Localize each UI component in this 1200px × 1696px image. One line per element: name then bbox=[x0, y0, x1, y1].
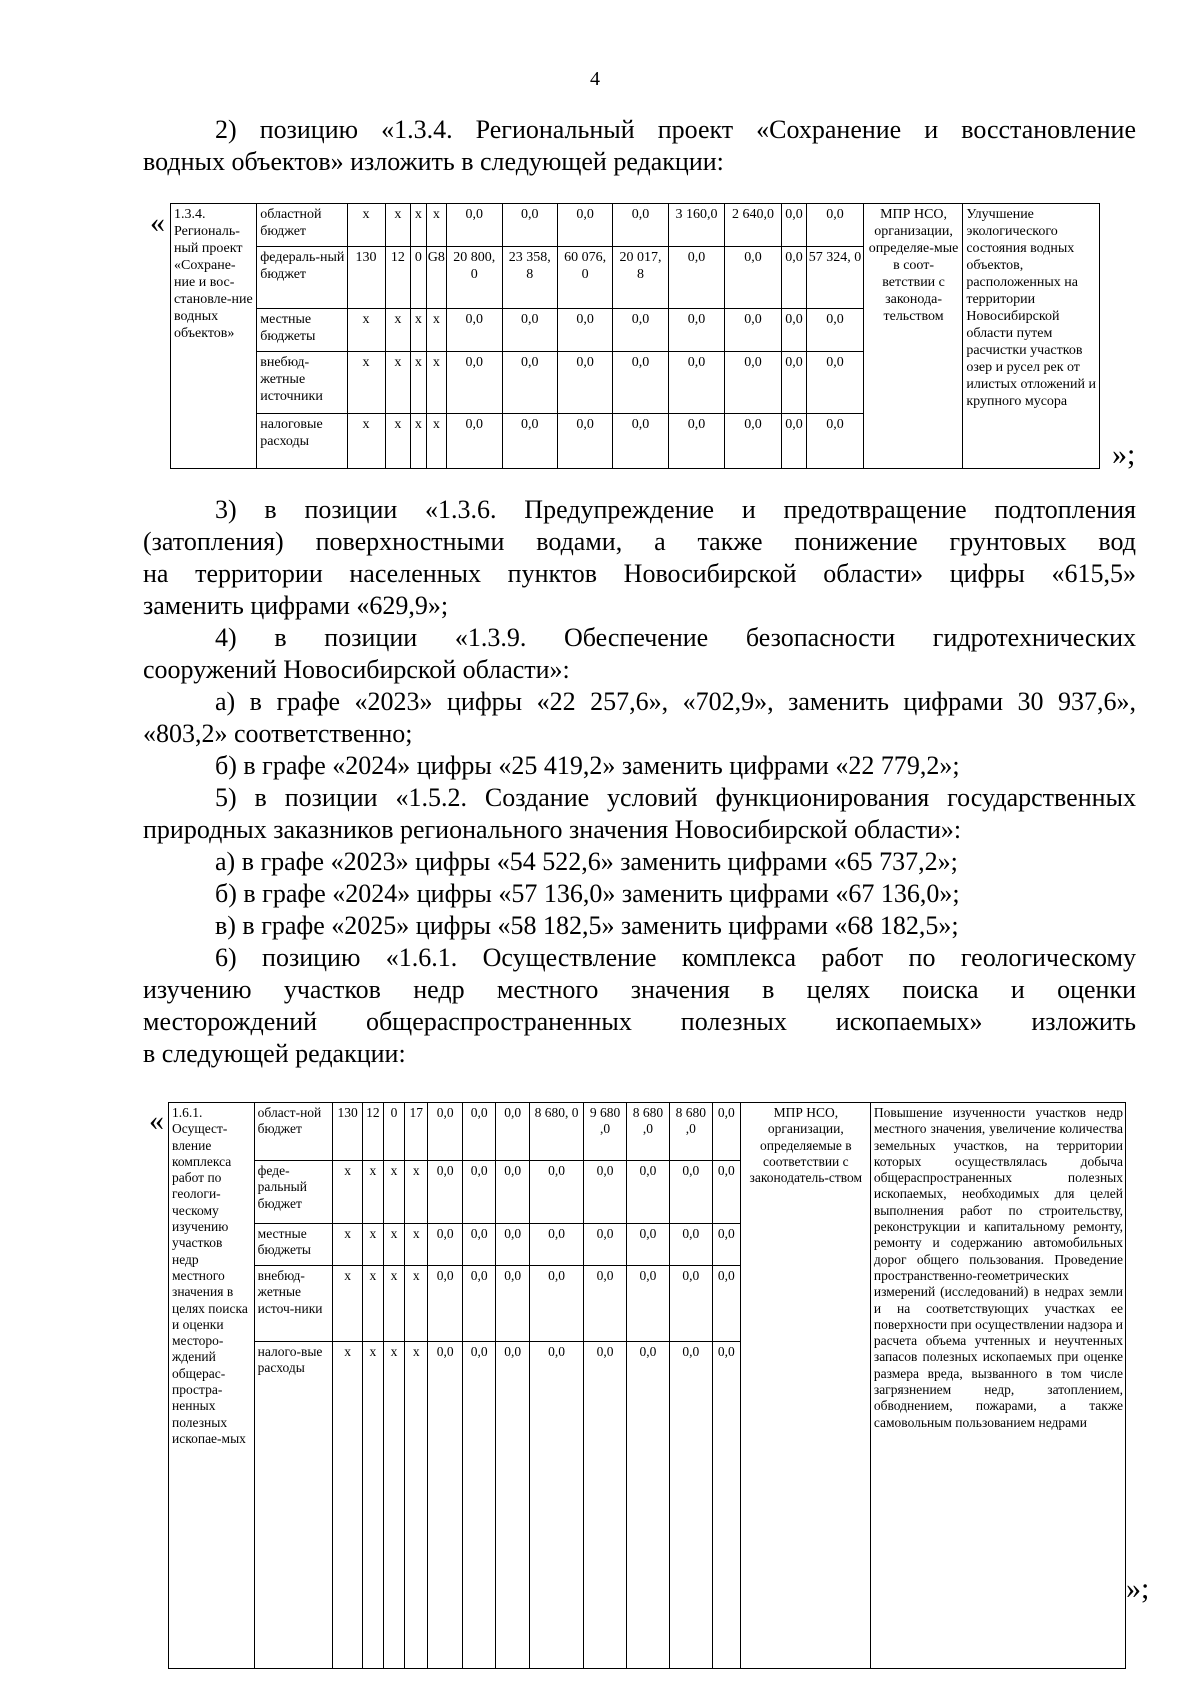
paragraph-4-b: б) в графе «2024» цифры «25 419,2» заменить цифрами «22 779,2»; bbox=[215, 751, 960, 780]
paragraph-5-b: б) в графе «2024» цифры «57 136,0» заменить цифрами «67 136,0»; bbox=[215, 879, 960, 908]
table-cell: 9 680 ,0 bbox=[583, 1103, 626, 1161]
table-cell: 0,0 bbox=[502, 309, 557, 352]
table-cell: 0,0 bbox=[712, 1161, 740, 1224]
table-cell: 0,0 bbox=[496, 1266, 530, 1342]
table-cell: х bbox=[333, 1342, 363, 1669]
table-cell: х bbox=[347, 414, 385, 469]
table-cell: областной бюджет bbox=[257, 204, 347, 247]
table-cell: 0,0 bbox=[463, 1224, 496, 1266]
table-cell: 0,0 bbox=[583, 1266, 626, 1342]
table-cell: 0,0 bbox=[669, 1224, 712, 1266]
table-cell: х bbox=[405, 1161, 428, 1224]
table-cell: х bbox=[333, 1224, 363, 1266]
table-2 bbox=[168, 1102, 1126, 1669]
page-number: 4 bbox=[590, 68, 600, 90]
table-cell: 3 160,0 bbox=[668, 204, 724, 247]
table-cell: х bbox=[426, 414, 447, 469]
table-cell: 8 680 ,0 bbox=[627, 1103, 669, 1161]
table-cell: 0,0 bbox=[613, 352, 668, 414]
paragraph-5-a: а) в графе «2023» цифры «54 522,6» заменить цифрами «65 737,2»; bbox=[215, 847, 958, 876]
table-cell: х bbox=[385, 309, 411, 352]
table-cell: х bbox=[347, 352, 385, 414]
table-cell: 0,0 bbox=[530, 1224, 584, 1266]
table-cell: 0,0 bbox=[781, 247, 807, 309]
table-cell: G8 bbox=[426, 247, 447, 309]
table-cell: 0,0 bbox=[627, 1342, 669, 1669]
table-cell: 0,0 bbox=[668, 309, 724, 352]
table-cell: х bbox=[426, 309, 447, 352]
table-cell: местные бюджеты bbox=[257, 309, 347, 352]
table-cell: 0,0 bbox=[447, 309, 502, 352]
table-1-close-quote: »; bbox=[1112, 438, 1136, 471]
paragraph-5-line-2: природных заказников регионального значения Новосибирской области»: bbox=[143, 815, 962, 844]
table-cell: 0,0 bbox=[496, 1161, 530, 1224]
table-cell: внебюд-жетные источ-ники bbox=[254, 1266, 332, 1342]
paragraph-6-line-4: в следующей редакции: bbox=[143, 1039, 406, 1068]
table-row bbox=[169, 1103, 1126, 1161]
table-cell: 0,0 bbox=[712, 1342, 740, 1669]
table-2-name-cell: 1.6.1. Осущест-вление комплекса работ по геологи-ческому изучению участков недр местного значения в целях поиска и оценки месторо-ждений общерас-простра-ненных полезных ископае-мых bbox=[169, 1103, 255, 1669]
table-cell: х bbox=[411, 414, 426, 469]
table-cell: 0,0 bbox=[447, 414, 502, 469]
paragraph-3-line-3: на территории населенных пунктов Новосибирской области» цифры «615,5» bbox=[143, 559, 1136, 588]
table-cell: 0,0 bbox=[613, 204, 668, 247]
table-cell: х bbox=[411, 309, 426, 352]
table-cell: х bbox=[363, 1342, 384, 1669]
table-cell: х bbox=[426, 204, 447, 247]
table-cell: х bbox=[411, 352, 426, 414]
table-cell: х bbox=[347, 204, 385, 247]
table-cell: налоговые расходы bbox=[257, 414, 347, 469]
table-cell: 0,0 bbox=[557, 414, 612, 469]
table-cell: 0,0 bbox=[502, 414, 557, 469]
table-cell: 60 076, 0 bbox=[557, 247, 612, 309]
paragraph-3-line-2: (затопления) поверхностными водами, а также понижение грунтовых вод bbox=[143, 527, 1136, 556]
table-cell: 0,0 bbox=[463, 1342, 496, 1669]
table-cell: 20 017, 8 bbox=[613, 247, 668, 309]
table-cell: федераль-ный бюджет bbox=[257, 247, 347, 309]
paragraph-3-line-1: 3) в позиции «1.3.6. Предупреждение и предотвращение подтопления bbox=[215, 495, 1136, 524]
table-cell: 0,0 bbox=[781, 309, 807, 352]
table-cell: 8 680 ,0 bbox=[669, 1103, 712, 1161]
table-cell: феде-ральный бюджет bbox=[254, 1161, 332, 1224]
table-cell: х bbox=[385, 204, 411, 247]
table-cell: 0,0 bbox=[496, 1342, 530, 1669]
table-cell: 0,0 bbox=[502, 352, 557, 414]
table-cell: внебюд-жетные источники bbox=[257, 352, 347, 414]
table-cell: 0,0 bbox=[627, 1266, 669, 1342]
table-cell: 0,0 bbox=[496, 1224, 530, 1266]
table-cell: 0,0 bbox=[712, 1103, 740, 1161]
table-cell: 0,0 bbox=[428, 1103, 463, 1161]
table-cell: 0,0 bbox=[668, 247, 724, 309]
table-cell: х bbox=[383, 1266, 405, 1342]
table-cell: 0,0 bbox=[807, 204, 863, 247]
table-cell: 0,0 bbox=[669, 1161, 712, 1224]
paragraph-2 bbox=[143, 114, 1136, 178]
table-1-name-cell: 1.3.4. Региональ-ный проект «Сохране-ние и вос-становле-ние водных объектов» bbox=[171, 204, 257, 469]
table-cell: 0,0 bbox=[669, 1266, 712, 1342]
table-cell: 20 800, 0 bbox=[447, 247, 502, 309]
paragraph-6-line-3: месторождений общераспространенных полезных ископаемых» изложить bbox=[143, 1007, 1136, 1036]
paragraph-6 bbox=[143, 942, 1136, 1070]
table-cell: 23 358, 8 bbox=[502, 247, 557, 309]
table-cell: 0,0 bbox=[583, 1161, 626, 1224]
table-1 bbox=[170, 203, 1100, 469]
table-cell: 0,0 bbox=[530, 1266, 584, 1342]
table-cell: 0,0 bbox=[712, 1266, 740, 1342]
paragraph-4-a-line-2: «803,2» соответственно; bbox=[143, 719, 413, 748]
paragraph-3 bbox=[143, 494, 1136, 622]
table-cell: 0,0 bbox=[725, 414, 781, 469]
table-cell: 0,0 bbox=[447, 204, 502, 247]
table-cell: 0,0 bbox=[557, 204, 612, 247]
table-cell: 130 bbox=[333, 1103, 363, 1161]
table-1-responsible-cell: МПР НСО, организации, определяе-мые в соот-ветствии с законода-тельством bbox=[863, 204, 963, 469]
table-cell: х bbox=[363, 1266, 384, 1342]
table-cell: 0,0 bbox=[613, 309, 668, 352]
paragraph-5 bbox=[143, 782, 1136, 942]
table-cell: 0,0 bbox=[627, 1224, 669, 1266]
table-cell: 0,0 bbox=[530, 1161, 584, 1224]
table-cell: 0,0 bbox=[496, 1103, 530, 1161]
table-cell: 0,0 bbox=[807, 414, 863, 469]
table-cell: х bbox=[363, 1224, 384, 1266]
table-cell: 0,0 bbox=[807, 309, 863, 352]
table-cell: 0,0 bbox=[668, 352, 724, 414]
table-cell: х bbox=[405, 1266, 428, 1342]
table-cell: 0,0 bbox=[583, 1224, 626, 1266]
table-cell: х bbox=[385, 352, 411, 414]
paragraph-4-line-1: 4) в позиции «1.3.9. Обеспечение безопасности гидротехнических bbox=[215, 623, 1136, 652]
paragraph-2-line-2: водных объектов» изложить в следующей редакции: bbox=[143, 147, 724, 176]
table-cell: х bbox=[405, 1224, 428, 1266]
paragraph-2-line-1: 2) позицию «1.3.4. Региональный проект «Сохранение и восстановление bbox=[215, 115, 1136, 144]
table-cell: 0,0 bbox=[557, 309, 612, 352]
table-cell: 57 324, 0 bbox=[807, 247, 863, 309]
table-cell: 0,0 bbox=[428, 1161, 463, 1224]
table-cell: 0,0 bbox=[502, 204, 557, 247]
table-row bbox=[171, 204, 1100, 247]
paragraph-3-line-4: заменить цифрами «629,9»; bbox=[143, 591, 449, 620]
table-cell: х bbox=[383, 1342, 405, 1669]
table-2-open-quote: « bbox=[149, 1104, 164, 1137]
table-cell: х bbox=[333, 1266, 363, 1342]
table-cell: 0,0 bbox=[557, 352, 612, 414]
table-cell: х bbox=[383, 1161, 405, 1224]
table-cell: 12 bbox=[363, 1103, 384, 1161]
table-cell: област-ной бюджет bbox=[254, 1103, 332, 1161]
paragraph-6-line-2: изучению участков недр местного значения в целях поиска и оценки bbox=[143, 975, 1136, 1004]
table-2-responsible-cell: МПР НСО, организации, определяемые в соответствии с законодатель-ством bbox=[740, 1103, 870, 1669]
table-cell: местные бюджеты bbox=[254, 1224, 332, 1266]
table-cell: х bbox=[347, 309, 385, 352]
table-cell: 12 bbox=[385, 247, 411, 309]
paragraph-5-c: в) в графе «2025» цифры «58 182,5» заменить цифрами «68 182,5»; bbox=[215, 911, 959, 940]
table-cell: 17 bbox=[405, 1103, 428, 1161]
table-cell: 0,0 bbox=[781, 204, 807, 247]
table-2-result-cell: Повышение изученности участков недр местного значения, увеличение количества земельных участков, на территории которых осуществлялась добыча общераспространенных полезных ископаемых, необходимых для целей выполнения работ по строительству, реконструкции и капитальному ремонту, ремонту и содержанию автомобильных дорог общего пользования. Проведение пространственно-геометрических измерений (исследований) в недрах земли и на соответствующих участках ее поверхности при осуществлении надзора и расчета объема учтенных и неучтенных запасов полезных ископаемых при оценке размера вреда, вызванного в том числе загрязнением недр, затоплением, обводнением, пожарами, а также самовольным пользованием недрами bbox=[870, 1103, 1125, 1669]
table-cell: х bbox=[333, 1161, 363, 1224]
table-cell: 0,0 bbox=[781, 352, 807, 414]
table-cell: х bbox=[405, 1342, 428, 1669]
table-cell: 0,0 bbox=[428, 1266, 463, 1342]
table-cell: 0,0 bbox=[583, 1342, 626, 1669]
table-cell: х bbox=[385, 414, 411, 469]
table-cell: налого-вые расходы bbox=[254, 1342, 332, 1669]
paragraph-4-a-line-1: а) в графе «2023» цифры «22 257,6», «702,9», заменить цифрами 30 937,6», bbox=[215, 687, 1136, 716]
table-cell: х bbox=[363, 1161, 384, 1224]
paragraph-4-line-2: сооружений Новосибирской области»: bbox=[143, 655, 570, 684]
table-cell: 0,0 bbox=[725, 309, 781, 352]
table-cell: 0 bbox=[383, 1103, 405, 1161]
table-cell: 0,0 bbox=[627, 1161, 669, 1224]
table-cell: 0,0 bbox=[613, 414, 668, 469]
table-cell: х bbox=[383, 1224, 405, 1266]
table-cell: 0 bbox=[411, 247, 426, 309]
table-cell: 0,0 bbox=[428, 1224, 463, 1266]
table-cell: 0,0 bbox=[447, 352, 502, 414]
table-cell: 0,0 bbox=[725, 247, 781, 309]
table-cell: х bbox=[426, 352, 447, 414]
table-cell: 130 bbox=[347, 247, 385, 309]
table-cell: 0,0 bbox=[463, 1161, 496, 1224]
table-2-close-quote: »; bbox=[1126, 1572, 1150, 1605]
table-cell: 0,0 bbox=[530, 1342, 584, 1669]
table-cell: 0,0 bbox=[725, 352, 781, 414]
table-1-result-cell: Улучшение экологического состояния водных объектов, расположенных на территории Новосибирской области путем расчистки участков озер и русел рек от илистых отложений и крупного мусора bbox=[963, 204, 1100, 469]
table-cell: 0,0 bbox=[807, 352, 863, 414]
table-cell: х bbox=[411, 204, 426, 247]
table-cell: 0,0 bbox=[712, 1224, 740, 1266]
table-cell: 0,0 bbox=[781, 414, 807, 469]
table-cell: 0,0 bbox=[428, 1342, 463, 1669]
table-cell: 0,0 bbox=[463, 1103, 496, 1161]
table-cell: 0,0 bbox=[669, 1342, 712, 1669]
paragraph-6-line-1: 6) позицию «1.6.1. Осуществление комплекса работ по геологическому bbox=[215, 943, 1136, 972]
paragraph-4 bbox=[143, 622, 1136, 782]
table-1-open-quote: « bbox=[150, 206, 165, 239]
table-cell: 8 680, 0 bbox=[530, 1103, 584, 1161]
table-cell: 0,0 bbox=[668, 414, 724, 469]
paragraph-5-line-1: 5) в позиции «1.5.2. Создание условий функционирования государственных bbox=[215, 783, 1136, 812]
table-cell: 2 640,0 bbox=[725, 204, 781, 247]
table-cell: 0,0 bbox=[463, 1266, 496, 1342]
